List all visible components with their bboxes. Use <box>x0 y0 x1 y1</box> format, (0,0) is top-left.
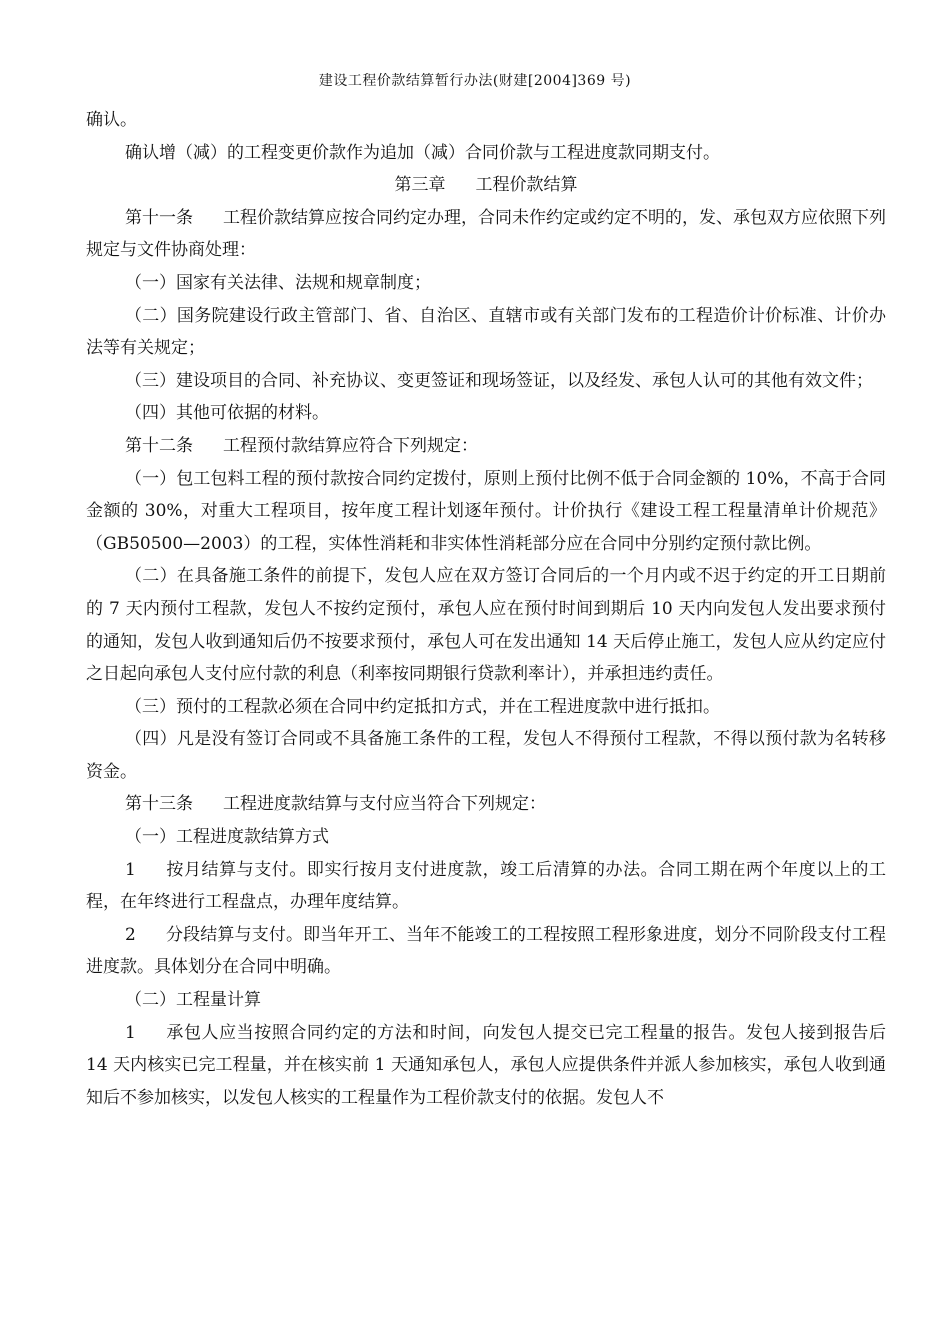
paragraph-change-payment: 确认增（减）的工程变更价款作为追加（减）合同价款与工程进度款同期支付。 <box>125 142 720 163</box>
article-13-subitem-1 <box>86 854 886 919</box>
paragraph-confirm-end: 确认。 <box>86 110 137 130</box>
page-header: 建设工程价款结算暂行办法(财建[2004]369 号) <box>318 73 632 89</box>
chapter-title: 工程价款结算 <box>475 175 578 196</box>
article-11-item-1: （一）国家有关法律、法规和规章制度； <box>125 272 431 293</box>
article-12-item-4: （四）凡是没有签订合同或不具备施工条件的工程，发包人不得预付工程款，不得以预付款为名转移资金。 <box>86 729 886 782</box>
article-13 <box>86 788 886 821</box>
article-11-text: 工程价款结算应按合同约定办理，合同未作约定或约定不明的，发、承包双方应依照下列规定与文件协商处理： <box>86 207 886 261</box>
article-11-item-3: （三）建设项目的合同、补充协议、变更签证和现场签证，以及经发、承包人认可的其他有效文件； <box>125 370 873 391</box>
article-13-item-1: （一）工程进度款结算方式 <box>125 827 329 848</box>
subitem-number: 1 <box>125 859 136 880</box>
document-body <box>86 104 886 1114</box>
article-11-item-2: （二）国务院建设行政主管部门、省、自治区、直辖市或有关部门发布的工程造价计价标准、计价办法等有关规定； <box>86 305 886 359</box>
subitem-text: 按月结算与支付。即实行按月支付进度款，竣工后清算的办法。合同工期在两个年度以上的工程，在年终进行工程盘点，办理年度结算。 <box>86 859 886 913</box>
subitem-number: 2 <box>125 924 136 945</box>
chapter-heading <box>86 169 886 202</box>
chapter-number: 第三章 <box>394 175 446 196</box>
article-11-number: 第十一条 <box>125 207 193 228</box>
article-13-subitem-2 <box>86 919 886 984</box>
article-12-number: 第十二条 <box>125 435 193 456</box>
article-11-item-4: （四）其他可依据的材料。 <box>125 403 329 424</box>
article-13-item-2: （二）工程量计算 <box>125 990 261 1011</box>
article-11 <box>86 202 886 267</box>
article-12-item-1: （一）包工包料工程的预付款按合同约定拨付，原则上预付比例不低于合同金额的 10%，不高于合同金额的 30%，对重大工程项目，按年度工程计划逐年预付。计价执行《建设工程工程量清单计价规范》（GB50500—2003）的工程，实体性消耗和非实体性消耗部分应在合同中分别约定预付款比例。 <box>86 468 886 554</box>
subitem-text: 分段结算与支付。即当年开工、当年不能竣工的工程按照工程形象进度，划分不同阶段支付工程进度款。具体划分在合同中明确。 <box>86 924 886 978</box>
article-13-text: 工程进度款结算与支付应当符合下列规定： <box>223 794 546 815</box>
article-12-text: 工程预付款结算应符合下列规定： <box>223 435 478 456</box>
article-12-item-3: （三）预付的工程款必须在合同中约定抵扣方式，并在工程进度款中进行抵扣。 <box>125 696 720 717</box>
article-12-item-2: （二）在具备施工条件的前提下，发包人应在双方签订合同后的一个月内或不迟于约定的开工日期前的 7 天内预付工程款，发包人不按约定预付，承包人应在预付时间到期后 10 天内向发包人发出要求预付的通知，发包人收到通知后仍不按要求预付，承包人可在发出通知 14 天后停止施工，发包人应从约定应付之日起向承包人支付应付款的利息（利率按同期银行贷款利率计），并承担违约责任。 <box>86 566 886 685</box>
subitem-text: 承包人应当按照合同约定的方法和时间，向发包人提交已完工程量的报告。发包人接到报告后 14 天内核实已完工程量，并在核实前 1 天通知承包人，承包人应提供条件并派人参加核实，承包人收到通知后不参加核实，以发包人核实的工程量作为工程价款支付的依据。发包人不 <box>86 1022 886 1108</box>
article-13-number: 第十三条 <box>125 794 193 815</box>
subitem-number: 1 <box>125 1022 136 1043</box>
article-12 <box>86 430 886 463</box>
article-13-item-2-subitem-1 <box>86 1017 886 1115</box>
